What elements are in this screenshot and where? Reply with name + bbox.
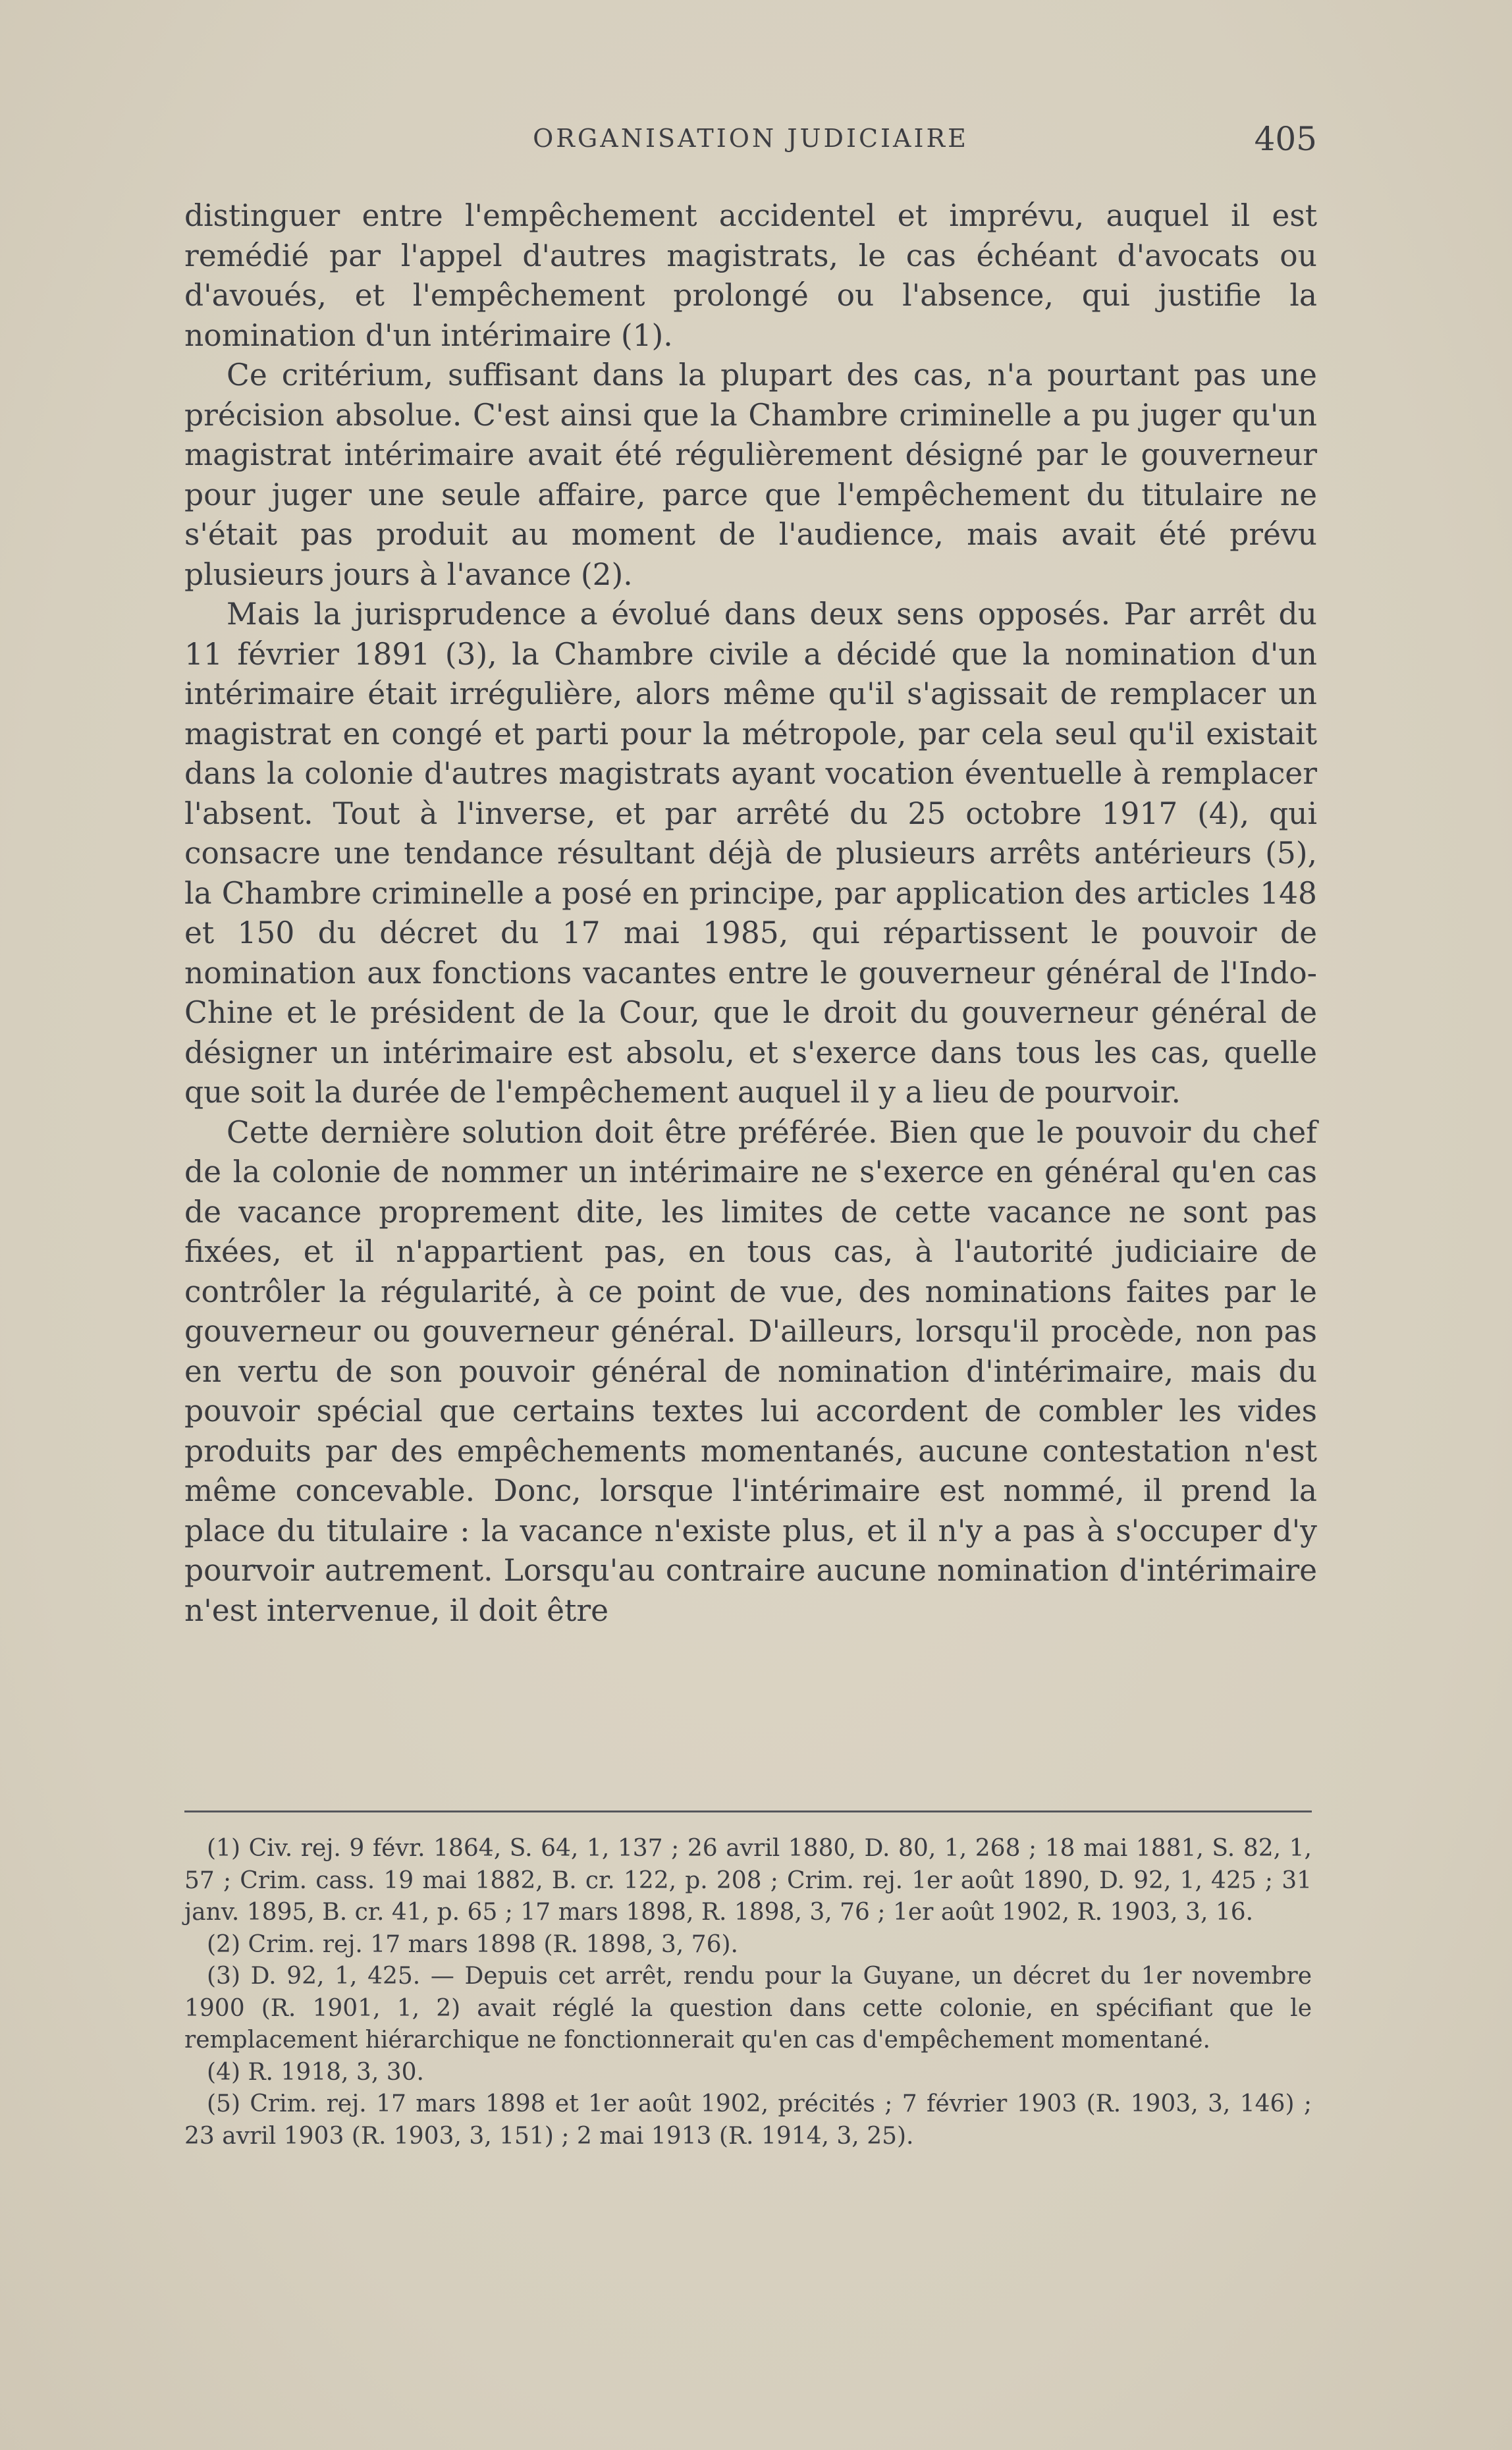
running-title: ORGANISATION JUDICIAIRE	[533, 124, 969, 153]
footnote: (3) D. 92, 1, 425. — Depuis cet arrêt, rendu pour la Guyane, un décret du 1er novembre 1900 (R. 1901, 1, 2) avait réglé la question dans cette colonie, en spécifiant que le remplacement hiérarchique ne fonctionnerait qu'en cas d'empêchement momentané.	[184, 1963, 1312, 2054]
footnote-divider	[184, 1810, 1312, 1812]
page-number: 405	[1254, 120, 1317, 158]
footnotes	[184, 1833, 1312, 2152]
footnote: (4) R. 1918, 3, 30.	[207, 2058, 424, 2086]
footnote: (2) Crim. rej. 17 mars 1898 (R. 1898, 3, 76).	[207, 1930, 738, 1958]
page-header	[184, 120, 1317, 170]
paragraph: distinguer entre l'empêchement accidentel et imprévu, auquel il est remédié par l'appel d'autres magistrats, le cas échéant d'avocats ou d'avoués, et l'empêchement prolongé ou l'absence, qui justifie la nomination d'un intérimaire (1).	[184, 198, 1317, 353]
body-text	[184, 196, 1317, 1631]
footnote: (1) Civ. rej. 9 févr. 1864, S. 64, 1, 137 ; 26 avril 1880, D. 80, 1, 268 ; 18 mai 1881, S. 82, 1, 57 ; Crim. cass. 19 mai 1882, B. cr. 122, p. 208 ; Crim. rej. 1er août 1890, D. 92, 1, 425 ; 31 janv. 1895, B. cr. 41, p. 65 ; 17 mars 1898, R. 1898, 3, 76 ; 1er août 1902, R. 1903, 3, 16.	[184, 1835, 1312, 1926]
paragraph: Mais la jurisprudence a évolué dans deux sens opposés. Par arrêt du 11 février 1891 (3), la Chambre civile a décidé que la nomination d'un intérimaire était irrégulière, alors même qu'il s'agissait de remplacer un magistrat en congé et parti pour la métropole, par cela seul qu'il existait dans la colonie d'autres magistrats ayant vocation éventuelle à remplacer l'absent. Tout à l'inverse, et par arrêté du 25 octobre 1917 (4), qui consacre une tendance résultant déjà de plusieurs arrêts antérieurs (5), la Chambre criminelle a posé en principe, par application des articles 148 et 150 du décret du 17 mai 1985, qui répartissent le pouvoir de nomination aux fonctions vacantes entre le gouverneur général de l'Indo-Chine et le président de la Cour, que le droit du gouverneur général de désigner un intérimaire est absolu, et s'exerce dans tous les cas, quelle que soit la durée de l'empêchement auquel il y a lieu de pourvoir.	[184, 597, 1317, 1110]
paragraph: Ce critérium, suffisant dans la plupart des cas, n'a pourtant pas une précision absolue. C'est ainsi que la Chambre criminelle a pu juger qu'un magistrat intérimaire avait été régulièrement désigné par le gouverneur pour juger une seule affaire, parce que l'empêchement du titulaire ne s'était pas produit au moment de l'audience, mais avait été prévu plusieurs jours à l'avance (2).	[184, 358, 1317, 592]
paragraph: Cette dernière solution doit être préférée. Bien que le pouvoir du chef de la colonie de nommer un intérimaire ne s'exerce en général qu'en cas de vacance proprement dite, les limites de cette vacance ne sont pas fixées, et il n'appartient pas, en tous cas, à l'autorité judiciaire de contrôler la régularité, à ce point de vue, des nominations faites par le gouverneur ou gouverneur général. D'ailleurs, lorsqu'il procède, non pas en vertu de son pouvoir général de nomination d'intérimaire, mais du pouvoir spécial que certains textes lui accordent de combler les vides produits par des empêchements momentanés, aucune contestation n'est même concevable. Donc, lorsque l'intérimaire est nommé, il prend la place du titulaire : la vacance n'existe plus, et il n'y a pas à s'occuper d'y pourvoir autrement. Lorsqu'au contraire aucune nomination d'intérimaire n'est intervenue, il doit être	[184, 1114, 1317, 1628]
footnote: (5) Crim. rej. 17 mars 1898 et 1er août 1902, précités ; 7 février 1903 (R. 1903, 3, 146) ; 23 avril 1903 (R. 1903, 3, 151) ; 2 mai 1913 (R. 1914, 3, 25).	[184, 2090, 1312, 2150]
